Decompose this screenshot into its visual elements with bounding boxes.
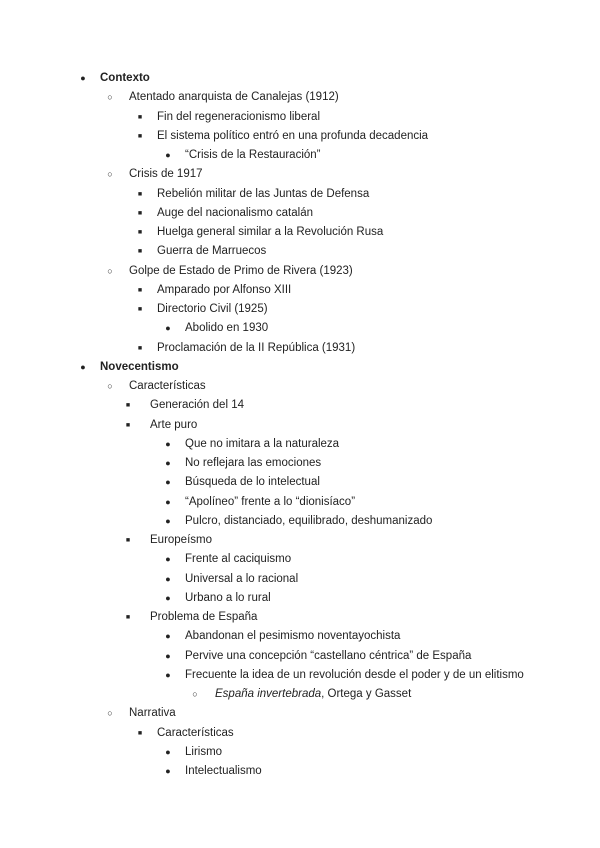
circle-bullet-icon: ○	[107, 708, 113, 719]
square-bullet-icon: ■	[137, 306, 143, 313]
outline-item-text: Narrativa	[129, 707, 176, 720]
outline-item-text: Abolido en 1930	[185, 322, 269, 335]
disc-bullet-icon: ●	[80, 73, 86, 83]
outline-item-text: Lirismo	[185, 745, 223, 758]
disc-bullet-icon: ●	[80, 361, 86, 372]
disc-bullet-icon: ●	[165, 323, 171, 334]
outline-item-text: Amparado por Alfonso XIII	[157, 283, 292, 296]
disc-bullet-icon: ●	[165, 150, 171, 160]
outline-item-text: Características	[129, 380, 206, 392]
disc-bullet-icon: ●	[165, 650, 171, 661]
outline-item-text: Problema de España	[150, 611, 258, 623]
square-bullet-icon: ■	[137, 344, 143, 352]
outline-item-text: Pulcro, distanciado, equilibrado, deshumanizado	[185, 514, 433, 527]
square-bullet-icon: ■	[125, 402, 131, 410]
disc-bullet-icon: ●	[165, 438, 171, 449]
disc-bullet-icon: ●	[165, 554, 171, 565]
disc-bullet-icon: ●	[165, 458, 171, 468]
outline-item-text: Contexto	[100, 72, 150, 84]
outline-item-text: Directorio Civil (1925)	[157, 303, 268, 315]
outline-item-text: Auge del nacionalismo catalán	[157, 206, 313, 219]
outline-item-text: Búsqueda de lo intelectual	[185, 476, 320, 489]
outline-item-text: Abandonan el pesimismo noventayochista	[185, 630, 401, 643]
outline-item-text: Urbano a lo rural	[185, 591, 271, 604]
outline-item-text	[215, 685, 411, 704]
circle-bullet-icon: ○	[192, 689, 198, 699]
outline-item-text: Arte puro	[150, 418, 198, 431]
outline-item-text: Generación del 14	[150, 399, 244, 412]
outline-item-text: Rebelión militar de las Juntas de Defensa	[157, 187, 370, 200]
square-bullet-icon: ■	[137, 132, 143, 140]
outline-item-text: “Crisis de la Restauración”	[185, 149, 321, 161]
square-bullet-icon: ■	[137, 209, 143, 217]
outline-item-text: Frecuente la idea de un revolución desde el poder y de un elitismo	[185, 668, 524, 681]
outline-item-text: Pervive una concepción “castellano céntrica” de España	[185, 649, 472, 662]
circle-bullet-icon: ○	[107, 265, 113, 276]
outline-item-text: Crisis de 1917	[129, 168, 203, 181]
outline-item-text: Europeísmo	[150, 534, 213, 546]
outline-item-text: Frente al caciquismo	[185, 553, 292, 566]
outline-item-text: Características	[157, 726, 234, 739]
square-bullet-icon: ■	[137, 286, 143, 294]
outline-item-text: Atentado anarquista de Canalejas (1912)	[129, 91, 339, 104]
disc-bullet-icon: ●	[165, 766, 171, 776]
outline-item-text: Novecentismo	[100, 360, 179, 373]
outline-item-text: Intelectualismo	[185, 765, 262, 777]
square-bullet-icon: ■	[137, 248, 143, 256]
outline-item-text: Fin del regeneracionismo liberal	[157, 110, 320, 123]
disc-bullet-icon: ●	[165, 592, 171, 603]
square-bullet-icon: ■	[125, 537, 131, 544]
square-bullet-icon: ■	[125, 614, 131, 621]
disc-bullet-icon: ●	[165, 515, 171, 526]
outline-item-text: Que no imitara a la naturaleza	[185, 437, 340, 450]
disc-bullet-icon: ●	[165, 631, 171, 642]
italic-title: España invertebrada	[215, 688, 322, 700]
outline-item-text: Universal a lo racional	[185, 572, 299, 585]
outline-item-text: “Apolíneo” frente a lo “dionisíaco”	[185, 495, 356, 508]
square-bullet-icon: ■	[137, 229, 143, 236]
square-bullet-icon: ■	[137, 190, 143, 198]
outline-item-text: El sistema político entró en una profunda decadencia	[157, 129, 429, 142]
disc-bullet-icon: ●	[165, 573, 171, 584]
circle-bullet-icon: ○	[107, 169, 113, 180]
disc-bullet-icon: ●	[165, 746, 171, 757]
outline-item-text: Huelga general similar a la Revolución Rusa	[157, 226, 384, 238]
square-bullet-icon: ■	[137, 729, 143, 737]
disc-bullet-icon: ●	[165, 477, 171, 488]
circle-bullet-icon: ○	[107, 381, 113, 391]
outline-item-text: Golpe de Estado de Primo de Rivera (1923)	[129, 264, 353, 277]
disc-bullet-icon: ●	[165, 669, 171, 680]
square-bullet-icon: ■	[137, 113, 143, 121]
circle-bullet-icon: ○	[107, 92, 113, 103]
outline-item-text: Proclamación de la II República (1931)	[157, 341, 356, 354]
outline-item-text: Guerra de Marruecos	[157, 245, 267, 258]
outline-item-text: No reflejara las emociones	[185, 457, 322, 469]
disc-bullet-icon: ●	[165, 496, 171, 507]
square-bullet-icon: ■	[125, 421, 131, 429]
outline-item-text-rest: , Ortega y Gasset	[321, 688, 412, 700]
